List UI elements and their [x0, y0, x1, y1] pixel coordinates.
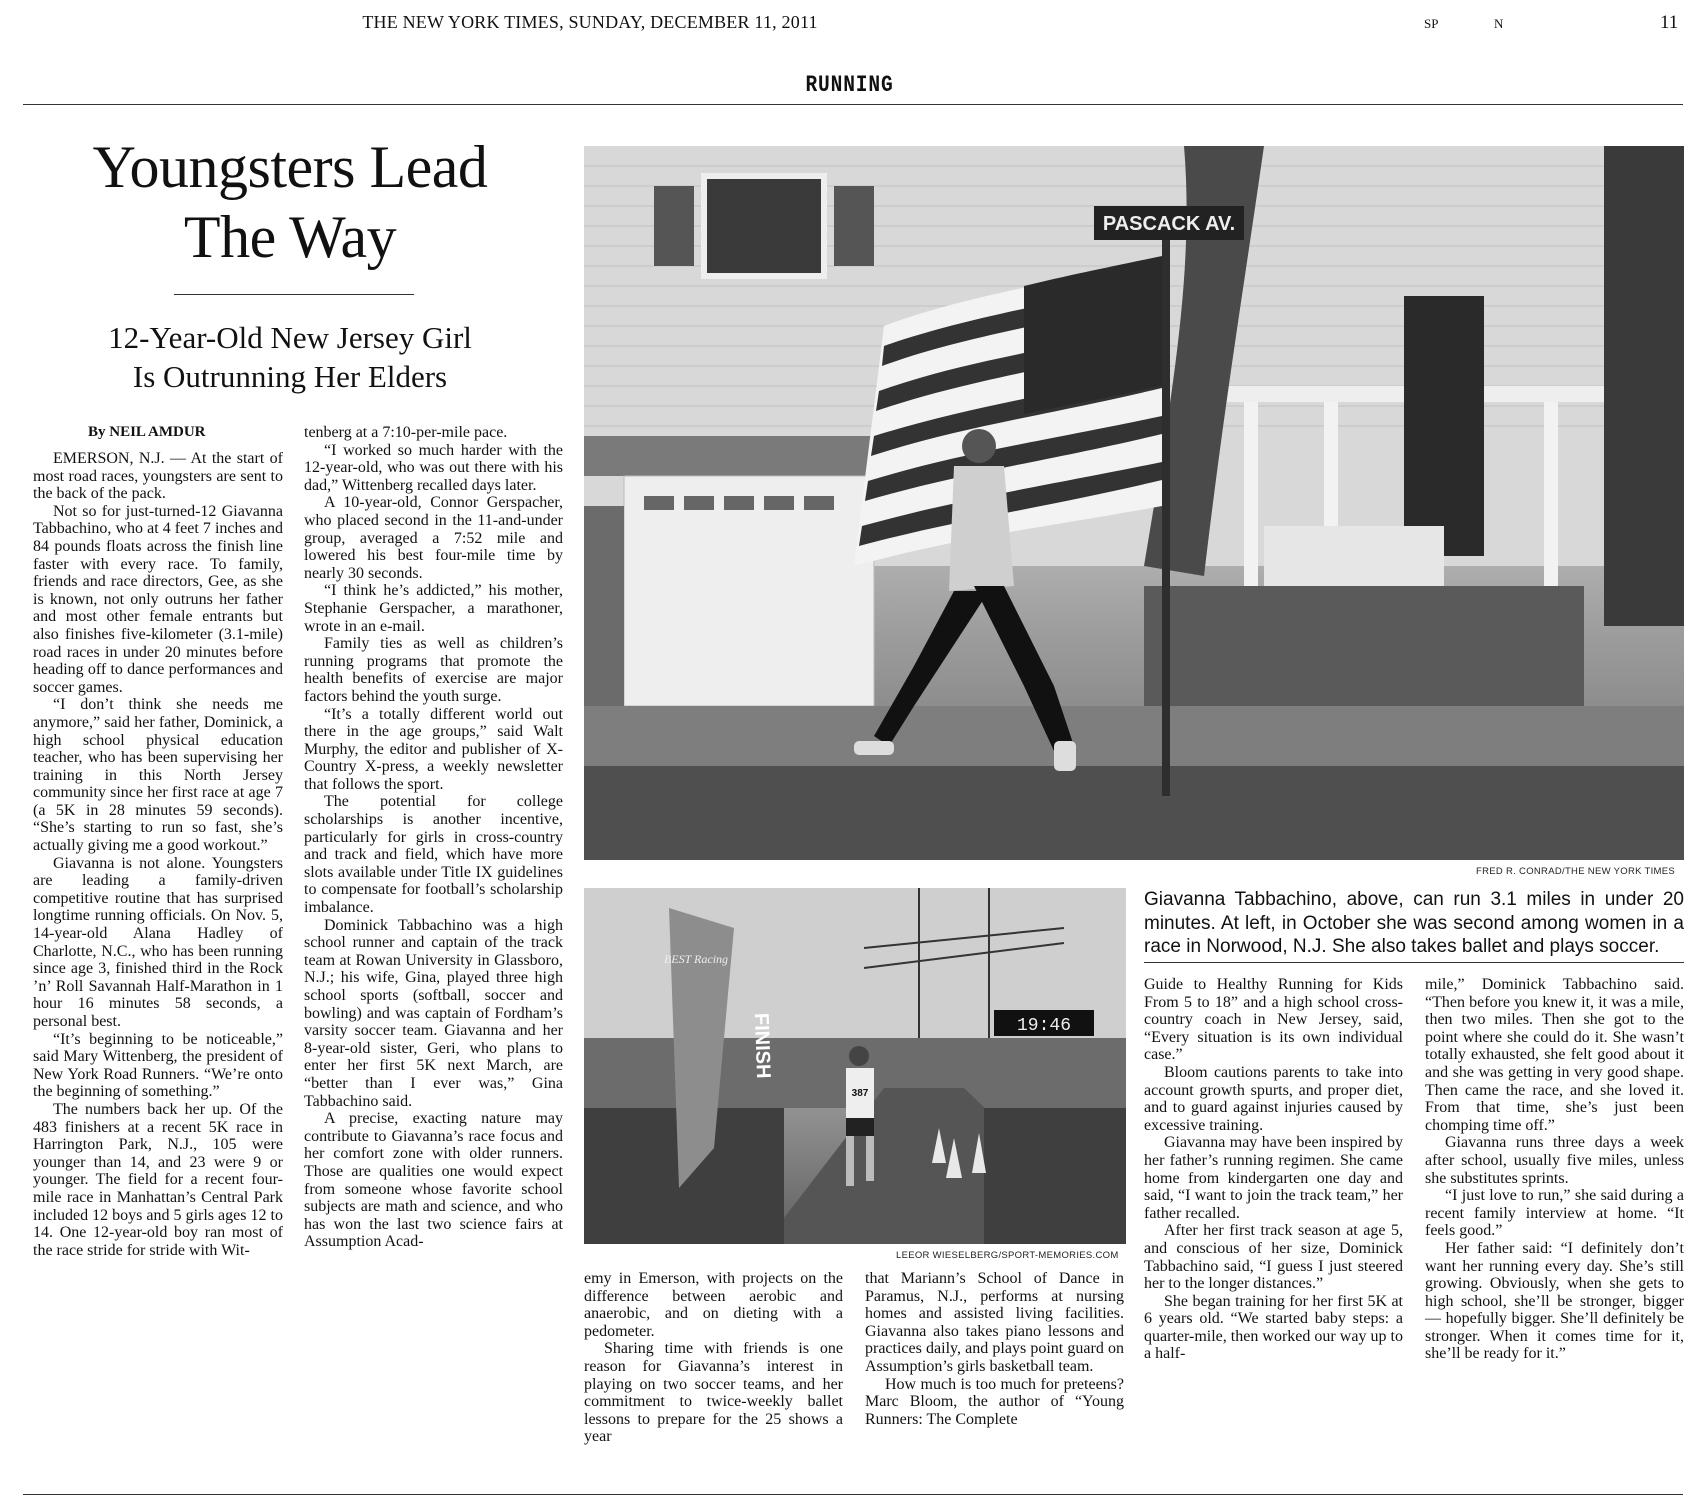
banner-top-text: BEST Racing — [663, 952, 729, 966]
main-photo — [584, 146, 1684, 860]
article-column-2 — [304, 424, 563, 1251]
main-photo-illustration — [584, 146, 1684, 860]
article-paragraph: The potential for college scholarships is another incentive, particularly for girls in cross-country and track and field, which have more slots available under Title IX guidelines to compensate for football’s scholarship imbalance. — [304, 793, 563, 917]
street-sign-text: PASCACK AV. — [1102, 213, 1236, 235]
article-paragraph: A precise, exacting nature may contribute to Giavanna’s race focus and her comfort zone with older runners. Those are qualities one would expect from someone whose favorite school subjects are math and science, and who has won the last two science fairs at Assumption Acad- — [304, 1110, 563, 1251]
article-paragraph: Not so for just-turned-12 Giavanna Tabbachino, who at 4 feet 7 inches and 84 pounds floats across the finish line faster with every race. To family, friends and race directors, Gee, as she is known, not only outruns her father and most other female entrants but also finishes five-kilometer (3.1-mile) road races in under 20 minutes before heading off to dance performances and soccer games. — [33, 502, 283, 696]
article-paragraph: A 10-year-old, Connor Gerspacher, who placed second in the 11-and-under group, averaged a 7:52 mile and lowered his best four-mile time by nearly 30 seconds. — [304, 494, 563, 582]
article-column-1 — [33, 450, 283, 1259]
headline-rule — [174, 294, 414, 295]
article-paragraph: How much is too much for preteens? Marc Bloom, the author of “Young Runners: The Complete — [865, 1375, 1124, 1428]
article-paragraph: Giavanna runs three days a week after school, usually five miles, unless she substitutes sprints. — [1425, 1134, 1684, 1187]
article-paragraph: Giavanna may have been inspired by her father’s running regimen. She came home from kindergarten one day and said, “I want to join the track team,” her father recalled. — [1144, 1134, 1403, 1222]
runner-bib-text: 387 — [851, 1088, 869, 1099]
headline — [40, 132, 540, 272]
caption-rule — [1144, 962, 1684, 963]
deck-line-1: 12-Year-Old New Jersey Girl — [108, 320, 472, 355]
section-label: RUNNING — [805, 72, 894, 98]
article-paragraph: “I don’t think she needs me anymore,” said her father, Dominick, a high school physical education teacher, who has been supervising her training in this North Jersey community since her first race at age 7 (a 5K in 28 minutes 59 seconds). “She’s starting to run so fast, she’s actually giving me a good workout.” — [33, 696, 283, 855]
article-paragraph: emy in Emerson, with projects on the difference between aerobic and anaerobic, and on dieting with a pedometer. — [584, 1270, 843, 1340]
article-paragraph: Family ties as well as children’s running programs that promote the health benefits of exercise are major factors behind the youth surge. — [304, 635, 563, 705]
article-paragraph: that Mariann’s School of Dance in Paramus, N.J., performs at nursing homes and assisted living facilities. Giavanna also takes piano lessons and practices daily, and plays point guard on Assumption’s girls basketball team. — [865, 1270, 1124, 1375]
finish-line-photo — [584, 888, 1126, 1244]
headline-line-1: Youngsters Lead — [92, 134, 488, 200]
second-photo-credit: LEEOR WIESELBERG/SPORT-MEMORIES.COM — [896, 1250, 1119, 1261]
article-column-4 — [865, 1270, 1124, 1428]
article-column-3 — [584, 1270, 843, 1446]
article-paragraph: The numbers back her up. Of the 483 finishers at a recent 5K race in Harrington Park, N.J., 105 were younger than 14, and 23 were 9 or younger. The field for a recent four-mile race in Manhattan’s Central Park included 12 boys and 5 girls ages 12 to 14. One 12-year-old boy ran most of the race stride for stride with Wit- — [33, 1100, 283, 1259]
article-paragraph: She began training for her first 5K at 6 years old. “We started baby steps: a quarter-mile, then worked our way up to a half- — [1144, 1292, 1403, 1363]
main-photo-credit: FRED R. CONRAD/THE NEW YORK TIMES — [1476, 866, 1676, 877]
footer-rule — [23, 1494, 1683, 1495]
deck-line-2: Is Outrunning Her Elders — [132, 359, 448, 394]
deck-headline — [40, 318, 540, 396]
banner-finish-text: FINISH — [749, 1012, 775, 1079]
article-paragraph: Dominick Tabbachino was a high school runner and captain of the track team at Rowan University in Glassboro, N.J.; his wife, Gina, played three high school sports (softball, soccer and bowling) and was captain of Fordham’s varsity soccer team. Giavanna and her 8-year-old sister, Geri, who plans to enter her first 5K next March, are “better than I ever was,” Gina Tabbachino said. — [304, 916, 563, 1110]
article-paragraph: “I think he’s addicted,” his mother, Stephanie Gerspacher, a marathoner, wrote in an e-mail. — [304, 582, 563, 635]
edition-code-sp: SP — [1424, 16, 1439, 31]
article-column-6 — [1425, 976, 1684, 1363]
article-paragraph: Guide to Healthy Running for Kids From 5 to 18” and a high school cross-country coach in New Jersey, said, “Every situation is its own individual case.” — [1144, 976, 1403, 1064]
header-rule — [23, 104, 1683, 105]
finish-line-illustration — [584, 888, 1126, 1244]
byline: By NEIL AMDUR — [88, 424, 206, 440]
article-paragraph: “I just love to run,” she said during a recent family interview at home. “It feels good.” — [1425, 1187, 1684, 1240]
article-column-5 — [1144, 976, 1403, 1363]
photo-caption: Giavanna Tabbachino, above, can run 3.1 miles in under 20 minutes. At left, in October she was second among women in a race in Norwood, N.J. She also takes ballet and plays soccer. — [1144, 889, 1684, 957]
article-paragraph: Her father said: “I definitely don’t want her running every day. She’s still growing. Obviously, when she gets to high school, she’ll be stronger, bigger — hopefully bigger. She’ll definitely be stronger. When it comes time for it, she’ll be ready for it.” — [1425, 1239, 1684, 1363]
article-paragraph: mile,” Dominick Tabbachino said. “Then before you knew it, it was a mile, then two miles. Then she got to the point where she could do it. She wasn’t totally exhausted, she felt good about it and she was getting in very good shape. Then came the race, and she loved it. From that time, she’s just been chomping time off.” — [1425, 976, 1684, 1134]
page-number: 11 — [1660, 12, 1679, 33]
article-paragraph: Sharing time with friends is one reason for Giavanna’s interest in playing on two soccer teams, and her commitment to twice-weekly ballet lessons to prepare for the 25 shows a year — [584, 1340, 843, 1446]
article-paragraph: After her first track season at age 5, and conscious of her size, Dominick Tabbachino said, “I guess I just steered her to the longer distances.” — [1144, 1222, 1403, 1293]
article-paragraph: Bloom cautions parents to take into account growth spurts, and proper diet, and to guard against injuries caused by excessive training. — [1144, 1063, 1403, 1134]
edition-code-n: N — [1494, 16, 1504, 31]
headline-line-2: The Way — [183, 204, 397, 270]
paper-dateline: THE NEW YORK TIMES, SUNDAY, DECEMBER 11, 2011 — [362, 12, 818, 32]
article-paragraph: tenberg at a 7:10-per-mile pace. — [304, 424, 508, 441]
article-paragraph: “It’s a totally different world out there in the age groups,” said Walt Murphy, the editor and publisher of X-Country X-press, a weekly newsletter that follows the sport. — [304, 705, 563, 793]
folio-line — [0, 10, 1699, 38]
race-clock-text: 19:46 — [1016, 1016, 1072, 1036]
article-paragraph: “I worked so much harder with the 12-year-old, who was out there with his dad,” Wittenberg recalled days later. — [304, 441, 563, 494]
article-paragraph: Giavanna is not alone. Youngsters are leading a family-driven competitive routine that has surprised longtime running officials. On Nov. 5, 14-year-old Alana Hadley of Charlotte, N.C., who has been running since age 3, finished third in the Rock ’n’ Roll Savannah Half-Marathon in 1 hour 16 minutes 58 seconds, a personal best. — [33, 854, 283, 1030]
article-paragraph: EMERSON, N.J. — At the start of most road races, youngsters are sent to the back of the pack. — [33, 450, 283, 503]
article-paragraph: “It’s beginning to be noticeable,” said Mary Wittenberg, the president of New York Road Runners. “We’re onto the beginning of something.” — [33, 1030, 283, 1101]
